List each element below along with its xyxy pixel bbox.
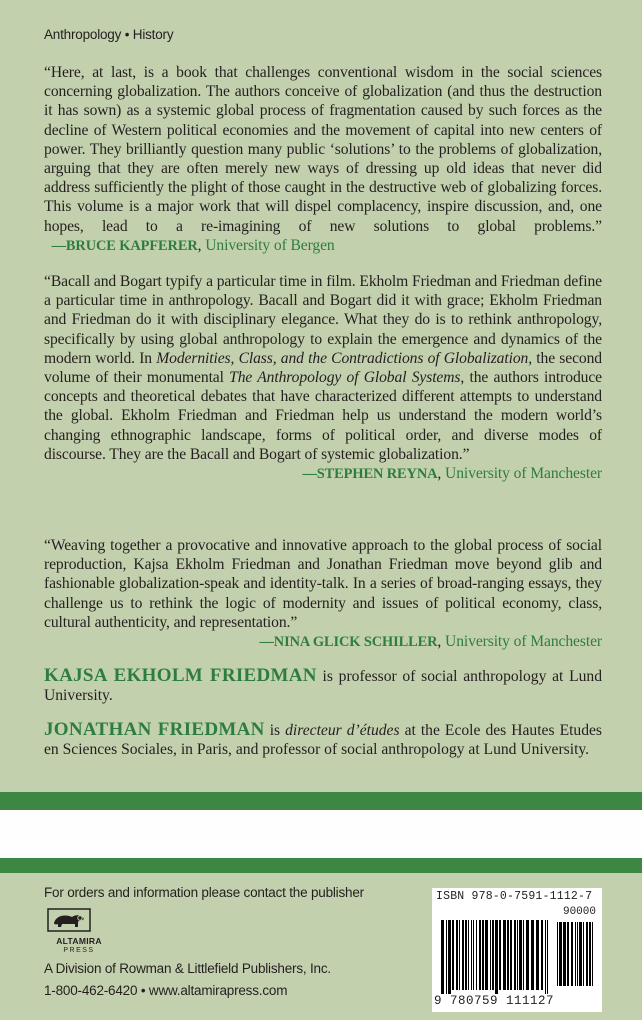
author-bio-text: at the Ecole des Hautes Etudes en Sciences Sociales, in Paris, and professor of social anthropology at Lund University. (44, 722, 603, 759)
reviewer-affiliation: University of Manchester (445, 633, 602, 651)
reviewer-affiliation: University of Bergen (205, 236, 335, 254)
barcode-bar (465, 920, 467, 990)
barcode-bars-addon (556, 922, 596, 986)
ram-icon (44, 906, 114, 936)
barcode-bar (473, 920, 474, 990)
barcode-bar (441, 920, 444, 994)
review-quote-3 (44, 536, 602, 652)
publisher-division: A Division of Rowman & Littlefield Publishers, Inc. (44, 961, 331, 976)
barcode-bar (541, 920, 543, 990)
reviewer-name: NINA GLICK SCHILLER (273, 634, 438, 651)
barcode-bar (456, 920, 458, 990)
quote-text-part: , the authors introduce concepts and theoretical debates that have characterized different attempts to understand the global. Ekholm Friedman and Friedman help us understand the modern world’s changing ethnographic landscape, forms of political order, and diverse modes of discourse. They are the Bacall and Bogart of systemic globalization.” (44, 369, 602, 463)
quote-attribution: —BRUCE KAPFERER, University of Bergen (51, 236, 335, 254)
barcode-digits: 9 780759 111127 (434, 994, 555, 1008)
logo-name: ALTAMIRA (56, 936, 102, 946)
reviewer-dash: — (51, 237, 66, 254)
author-name: JONATHAN FRIEDMAN (44, 719, 265, 740)
barcode-bar (531, 920, 534, 990)
reviewer-name: BRUCE KAPFERER (65, 237, 198, 254)
barcode-bar (448, 920, 451, 994)
author-bio-1 (44, 666, 602, 705)
barcode-bar (545, 920, 546, 994)
barcode-bar (567, 922, 569, 986)
barcode-bar (485, 920, 488, 990)
barcode-bar (547, 920, 548, 994)
review-quote-1 (44, 63, 602, 256)
isbn-label: ISBN 978-0-7591-1112-7 (436, 890, 593, 903)
barcode-bar (559, 922, 562, 986)
barcode-bar (492, 920, 494, 990)
quote-attribution: —STEPHEN REYNA, University of Manchester (302, 465, 602, 483)
reviewer-dash: — (302, 466, 317, 483)
barcode-bar (499, 920, 501, 990)
barcode-bar (507, 920, 509, 990)
barcode-bar (482, 920, 484, 990)
quote-text: “Weaving together a provocative and innovative approach to the global process of social reproduction, Kajsa Ekholm Friedman and Jonathan Friedman move beyond glib and fashionable globalization-speak and identity-talk. In a series of broad-ranging essays, they challenge us to rethink the logic of modernity and issues of political economy, class, cultural authenticity, and representation.” (44, 537, 602, 631)
logo-sub: PRESS (63, 947, 95, 954)
barcode-bar (526, 920, 529, 990)
barcode-bar (468, 920, 469, 990)
quote-text: “Here, at last, is a book that challenges conventional wisdom in the social sciences concerning globalization. The authors conceive of globalization (and thus the destruction it has sown) as a systemic global process of fragmentation caused by such forces as the decline of Western political economies and the movement of capital into new centers of power. They brilliantly question many public ‘solutions’ to the problems of globalization, arguing that they are often merely new ways of dressing up old ideas that never did address sufficiently the plight of those caught in the destructive web of globalizing forces. This volume is a major work that will dispel complacency, inspire discussion, and, one hopes, lead to a re-imagining of new solutions to global problems.” (44, 64, 602, 235)
publisher-phone-web: 1-800-462-6420 • www.altamirapress.com (44, 983, 288, 998)
series-title-italic: The Anthropology of Global Systems (229, 369, 461, 387)
green-stripe-top (0, 792, 642, 810)
barcode-bar (476, 920, 477, 990)
barcode-bar (519, 920, 522, 990)
barcode-bar (471, 920, 472, 990)
author-bio-text: is (264, 722, 286, 739)
review-quote-2 (44, 272, 602, 484)
white-band (0, 810, 642, 858)
author-bio-2 (44, 720, 602, 759)
quote-text-part: , the second volume of their monumental (44, 349, 602, 387)
barcode-bar (589, 922, 591, 986)
price-code: 90000 (562, 906, 596, 918)
barcode-bar (583, 922, 584, 986)
barcode-bar (452, 920, 454, 990)
publisher-logo (44, 906, 114, 958)
barcode-bar (563, 922, 566, 986)
barcode-bar (586, 922, 588, 986)
barcode-bar (510, 920, 512, 990)
author-title-italic: directeur d’études (285, 722, 400, 739)
publisher-contact-line: For orders and information please contact the publisher (44, 885, 364, 900)
barcode-bar (571, 922, 573, 986)
barcode-bars-main (440, 920, 550, 994)
barcode-bar (517, 920, 518, 990)
barcode-bar (503, 920, 506, 990)
category-label: Anthropology • History (44, 27, 174, 42)
barcode-bar (459, 920, 460, 990)
barcode-bar (479, 920, 481, 990)
author-bio-text: is professor of social anthropology at Lund University. (44, 668, 603, 705)
barcode-bar (514, 920, 516, 990)
barcode-bar (592, 922, 593, 986)
reviewer-dash: — (259, 634, 274, 651)
quote-text-part: “Bacall and Bogart typify a particular time in film. Ekholm Friedman and Friedman define a particular time in anthropology. Bacall and Bogart did it with grace; Ekholm Friedman and Friedman do it with disciplinary elegance. What they do is to rethink anthropology, specifically by using global anthropology to explain the emergence and dynamics of the modern world. In (44, 273, 602, 367)
book-title-italic: Modernities, Class, and the Contradictions of Globalization (156, 349, 529, 367)
barcode-bar (462, 920, 464, 990)
quote-attribution: —NINA GLICK SCHILLER, University of Manchester (259, 633, 602, 651)
barcode-bar (523, 920, 524, 990)
barcode-bar (495, 920, 498, 994)
author-name: KAJSA EKHOLM FRIEDMAN (44, 665, 317, 686)
barcode-bar (579, 922, 582, 986)
barcode-bar (490, 920, 491, 990)
barcode-bar (446, 920, 447, 994)
barcode-bar (575, 922, 576, 986)
green-stripe-bottom (0, 858, 642, 873)
reviewer-affiliation: University of Manchester (445, 465, 602, 483)
barcode-block (432, 888, 602, 1012)
barcode-bar (557, 922, 558, 986)
barcode-bar (577, 922, 578, 986)
barcode-bar (536, 920, 539, 990)
reviewer-name: STEPHEN REYNA (316, 466, 438, 483)
